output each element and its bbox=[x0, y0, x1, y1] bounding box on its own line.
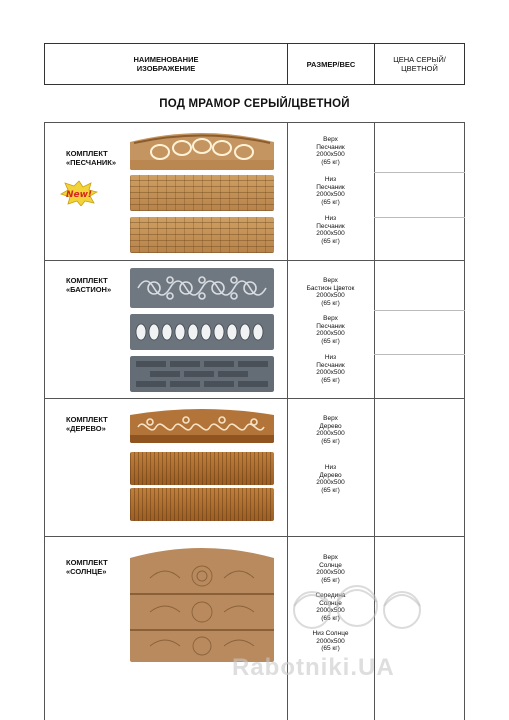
set-label-solntse: КОМПЛЕКТ «СОЛНЦЕ» bbox=[66, 558, 108, 576]
size-model: Песчаник bbox=[316, 222, 345, 230]
size-model: Песчаник bbox=[316, 183, 345, 191]
size-dimensions: 2000х500 bbox=[316, 330, 345, 338]
size-dimensions: 2000х500 bbox=[316, 292, 345, 300]
derevo-panel-image bbox=[130, 488, 274, 521]
derevo-panel-image bbox=[130, 452, 274, 485]
size-block bbox=[287, 415, 374, 445]
size-weight: (65 кг) bbox=[321, 198, 340, 206]
size-model: Дерево bbox=[319, 422, 342, 430]
size-block bbox=[287, 136, 374, 166]
derevo-top-panel-image bbox=[130, 407, 274, 443]
size-weight: (65 кг) bbox=[321, 576, 340, 584]
new-badge-text: New! bbox=[65, 190, 93, 200]
size-position: Низ bbox=[324, 176, 337, 183]
header-size-weight bbox=[288, 44, 375, 84]
row-line bbox=[44, 260, 465, 261]
size-block bbox=[287, 315, 374, 345]
size-model: Песчаник bbox=[316, 322, 345, 330]
size-model: Бастион Цветок bbox=[306, 284, 355, 292]
size-dimensions: 2000х500 bbox=[316, 569, 345, 577]
peschanik-panel-image bbox=[130, 217, 274, 253]
size-dimensions: 2000х500 bbox=[316, 151, 345, 159]
size-dimensions: 2000х500 bbox=[316, 230, 345, 238]
watermark-text: Rabotniki.UA bbox=[232, 654, 395, 681]
size-dimensions: 2000х500 bbox=[316, 637, 345, 645]
size-position: Середина bbox=[315, 592, 346, 599]
size-dimensions: 2000х500 bbox=[316, 430, 345, 438]
header-name-label: НАИМЕНОВАНИЕ ИЗОБРАЖЕНИЕ bbox=[133, 55, 199, 73]
table-border-left bbox=[44, 122, 45, 720]
header-name-image bbox=[45, 44, 288, 84]
size-weight: (65 кг) bbox=[321, 237, 340, 245]
size-position: Низ bbox=[324, 354, 337, 361]
row-line bbox=[44, 122, 465, 123]
peschanik-top-panel-image bbox=[130, 132, 274, 170]
set-label-bastion: КОМПЛЕКТ «БАСТИОН» bbox=[66, 276, 112, 294]
bastion-ring-panel-image bbox=[130, 314, 274, 350]
row-line bbox=[44, 398, 465, 399]
size-block bbox=[287, 176, 374, 206]
size-weight: (65 кг) bbox=[321, 437, 340, 445]
size-position: Низ bbox=[324, 215, 337, 222]
header-size-label: РАЗМЕР/ВЕС bbox=[306, 59, 356, 69]
size-weight: (65 кг) bbox=[321, 299, 340, 307]
size-dimensions: 2000х500 bbox=[316, 369, 345, 377]
size-model: Солнце bbox=[319, 599, 342, 607]
header-price bbox=[375, 44, 464, 84]
size-weight: (65 кг) bbox=[321, 645, 340, 653]
header-price-label: ЦЕНА СЕРЫЙ/ЦВЕТНОЙ bbox=[393, 55, 446, 73]
price-line bbox=[374, 310, 465, 311]
size-weight: (65 кг) bbox=[321, 337, 340, 345]
size-weight: (65 кг) bbox=[321, 158, 340, 166]
size-weight: (65 кг) bbox=[321, 376, 340, 384]
size-dimensions: 2000х500 bbox=[316, 479, 345, 487]
size-position: Верх bbox=[323, 136, 338, 143]
size-position: Верх bbox=[323, 277, 338, 284]
size-block bbox=[287, 277, 374, 307]
size-model: Песчаник bbox=[316, 143, 345, 151]
size-block bbox=[287, 215, 374, 245]
size-dimensions: 2000х500 bbox=[316, 191, 345, 199]
size-position: Верх bbox=[323, 415, 338, 422]
price-line bbox=[374, 172, 465, 173]
size-model: Дерево bbox=[319, 471, 342, 479]
size-position: Верх bbox=[323, 554, 338, 561]
set-label-peschanik: КОМПЛЕКТ «ПЕСЧАНИК» bbox=[66, 149, 117, 167]
size-dimensions: 2000х500 bbox=[316, 607, 345, 615]
worker-helmets-watermark-icon bbox=[282, 578, 432, 638]
row-line bbox=[44, 536, 465, 537]
price-table-header bbox=[44, 43, 465, 85]
bastion-brick-panel-image bbox=[130, 356, 274, 392]
table-border-right bbox=[464, 122, 465, 720]
peschanik-panel-image bbox=[130, 175, 274, 211]
size-position: Низ Солнце bbox=[312, 630, 349, 637]
set-label-derevo: КОМПЛЕКТ «ДЕРЕВО» bbox=[66, 415, 108, 433]
bastion-flower-panel-image bbox=[130, 268, 274, 308]
size-weight: (65 кг) bbox=[321, 614, 340, 622]
price-line bbox=[374, 217, 465, 218]
size-model: Песчаник bbox=[316, 361, 345, 369]
size-model: Солнце bbox=[319, 561, 342, 569]
size-block bbox=[287, 464, 374, 494]
new-badge bbox=[60, 180, 98, 206]
size-position: Низ bbox=[324, 464, 337, 471]
section-title: ПОД МРАМОР СЕРЫЙ/ЦВЕТНОЙ bbox=[159, 98, 350, 110]
size-weight: (65 кг) bbox=[321, 486, 340, 494]
size-position: Верх bbox=[323, 315, 338, 322]
price-line bbox=[374, 354, 465, 355]
solntse-panel-image bbox=[130, 546, 274, 662]
size-block bbox=[287, 354, 374, 384]
